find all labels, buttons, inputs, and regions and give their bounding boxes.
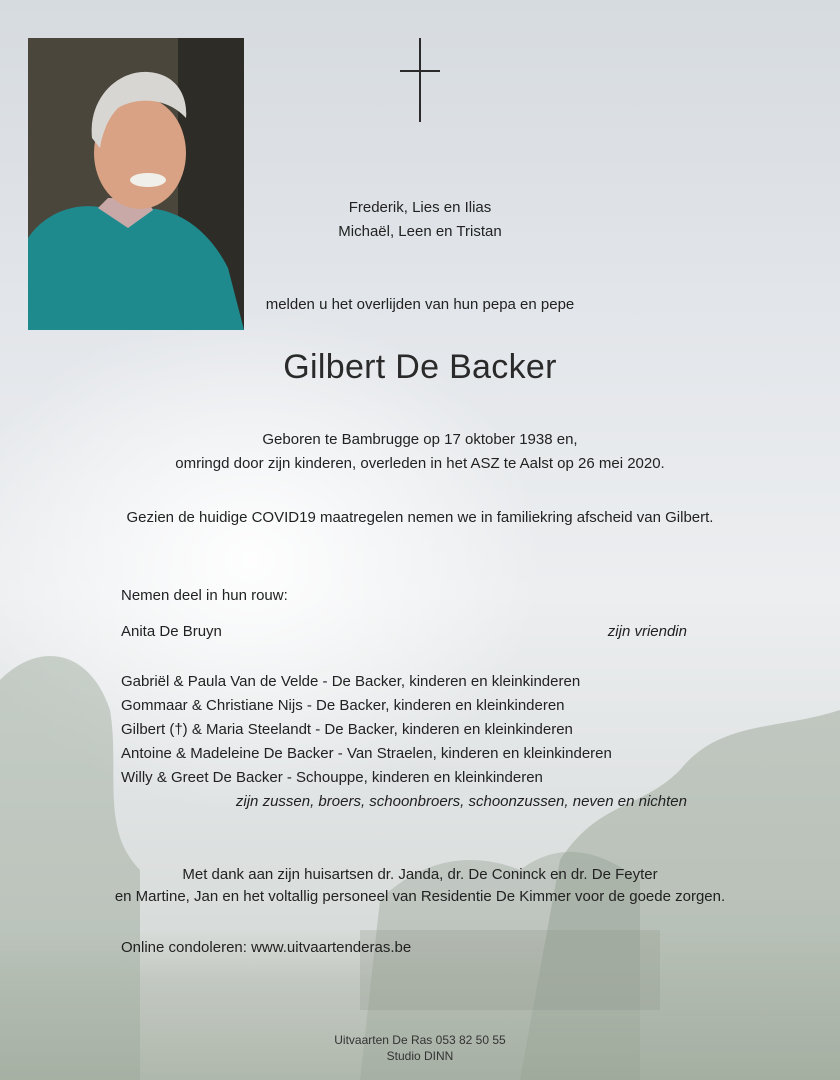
deceased-name: Gilbert De Backer — [283, 348, 557, 386]
announcement-text: melden u het overlijden van hun pepa en pepe — [265, 296, 575, 313]
partner-name: Anita De Bruyn — [121, 623, 222, 640]
died-line: omringd door zijn kinderen, overleden in het ASZ te Aalst op 26 mei 2020. — [175, 455, 665, 472]
footer-studio: Studio DINN — [386, 1049, 454, 1063]
online-condolence: Online condoleren: www.uitvaartenderas.be — [121, 939, 412, 956]
portrait-photo — [28, 38, 244, 330]
family-announcers — [0, 196, 840, 244]
partner-relation: zijn vriendin — [607, 623, 687, 640]
list-item: Gommaar & Christiane Nijs - De Backer, kinderen en kleinkinderen — [121, 697, 565, 714]
thanks-text — [0, 864, 840, 908]
cross-icon — [400, 38, 440, 122]
relatives-summary: zijn zussen, broers, schoonbroers, schoonzussen, neven en nichten — [235, 793, 687, 810]
partner-row — [121, 623, 687, 640]
list-item: Willy & Greet De Backer - Schouppe, kinderen en kleinkinderen — [121, 769, 543, 786]
footer-funeral-home: Uitvaarten De Ras 053 82 50 55 — [334, 1033, 506, 1047]
life-details — [0, 428, 840, 476]
list-item: Gabriël & Paula Van de Velde - De Backer, kinderen en kleinkinderen — [121, 673, 581, 690]
relatives-list — [121, 670, 687, 814]
footer — [0, 1032, 840, 1064]
covid-notice: Gezien de huidige COVID19 maatregelen nemen we in familiekring afscheid van Gilbert. — [126, 509, 714, 526]
mourners-title: Nemen deel in hun rouw: — [121, 587, 288, 604]
list-item: Gilbert (†) & Maria Steelandt - De Backer, kinderen en kleinkinderen — [121, 721, 573, 738]
thanks-line-2: en Martine, Jan en het voltallig personeel van Residentie De Kimmer voor de goede zorgen. — [114, 888, 726, 905]
list-item: Antoine & Madeleine De Backer - Van Straelen, kinderen en kleinkinderen — [121, 745, 612, 762]
born-line: Geboren te Bambrugge op 17 oktober 1938 en, — [262, 431, 578, 448]
family-line-1: Frederik, Lies en Ilias — [348, 199, 492, 216]
thanks-line-1: Met dank aan zijn huisartsen dr. Janda, dr. De Coninck en dr. De Feyter — [182, 866, 658, 883]
family-line-2: Michaël, Leen en Tristan — [338, 223, 502, 240]
